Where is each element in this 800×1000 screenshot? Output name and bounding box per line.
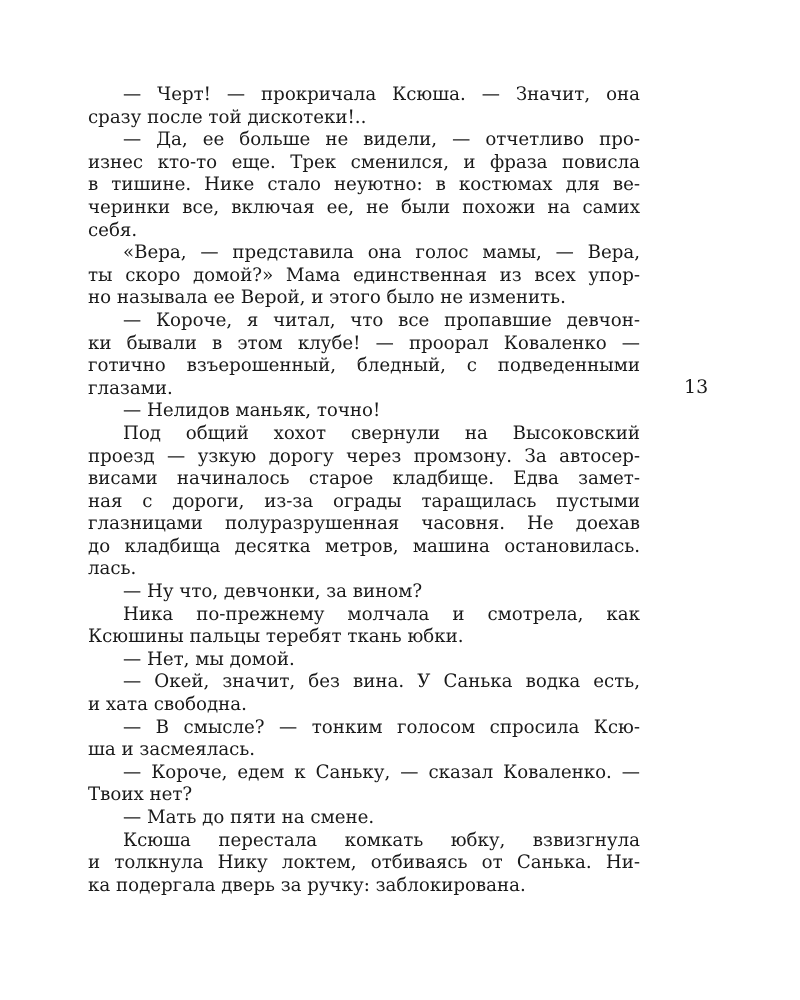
text-line: ша и засмеялась. <box>88 739 256 761</box>
text-line: Ксюша перестала комкать юбку, взвизгнула <box>123 829 640 851</box>
text-line: — Мать до пяти на смене. <box>123 807 375 828</box>
text-line: глазами. <box>88 377 173 399</box>
text-line: глазницами полуразрушенная часовня. Не доехав <box>88 513 640 535</box>
text-line: проезд — узкую дорогу через промзону. За автосер- <box>88 445 640 467</box>
text-line: — Нет, мы домой. <box>123 648 295 670</box>
text-line: Твоих нет? <box>88 784 193 806</box>
page-text <box>88 84 640 897</box>
text-line: висами начиналось старое кладбище. Едва замет- <box>88 468 640 490</box>
page-number: 13 <box>684 376 709 398</box>
text-line: — Короче, я читал, что все пропавшие девчон- <box>123 309 640 331</box>
text-line: ная с дороги, из-за ограды таращилась пустыми <box>88 490 640 512</box>
text-line: в тишине. Нике стало неуютно: в костюмах для ве- <box>88 174 640 196</box>
text-line: Ксюшины пальцы теребят ткань юбки. <box>88 626 464 648</box>
text-line: лась. <box>88 558 137 580</box>
text-line: ка подергала дверь за ручку: заблокирована. <box>88 874 526 896</box>
text-line: — Окей, значит, без вина. У Санька водка есть, <box>123 671 640 693</box>
text-line: ты скоро домой?» Мама единственная из всех упор- <box>88 264 640 286</box>
text-line: — Черт! — прокричала Ксюша. — Значит, она <box>123 84 640 105</box>
text-line: — Ну что, девчонки, за вином? <box>123 581 423 603</box>
text-line: Под общий хохот свернули на Высоковский <box>123 422 640 444</box>
text-line: ки бывали в этом клубе! — проорал Коваленко — <box>88 332 640 354</box>
text-line: черинки все, включая ее, не были похожи на самих <box>88 196 640 218</box>
text-line: — Да, ее больше не видели, — отчетливо про- <box>123 129 640 151</box>
text-line: и толкнула Нику локтем, отбиваясь от Санька. Ни- <box>88 852 640 874</box>
text-line: готично взъерошенный, бледный, с подведенными <box>88 355 640 377</box>
text-line: Ника по-прежнему молчала и смотрела, как <box>123 603 640 625</box>
text-line: и хата свободна. <box>88 694 247 716</box>
text-line: но называла ее Верой, и этого было не изменить. <box>88 287 566 309</box>
text-line: — Нелидов маньяк, точно! <box>123 400 381 422</box>
text-line: — В смысле? — тонким голосом спросила Ксю- <box>123 716 640 738</box>
text-line: «Вера, — представила она голос мамы, — Вера, <box>123 242 640 264</box>
text-line: — Короче, едем к Саньку, — сказал Коваленко. — <box>123 761 640 783</box>
text-line: до кладбища десятка метров, машина остановилась. <box>88 535 640 557</box>
text-line: изнес кто-то еще. Трек сменился, и фраза повисла <box>88 151 640 173</box>
text-line: себя. <box>88 219 138 241</box>
text-line: сразу после той дискотеки!.. <box>88 106 367 128</box>
